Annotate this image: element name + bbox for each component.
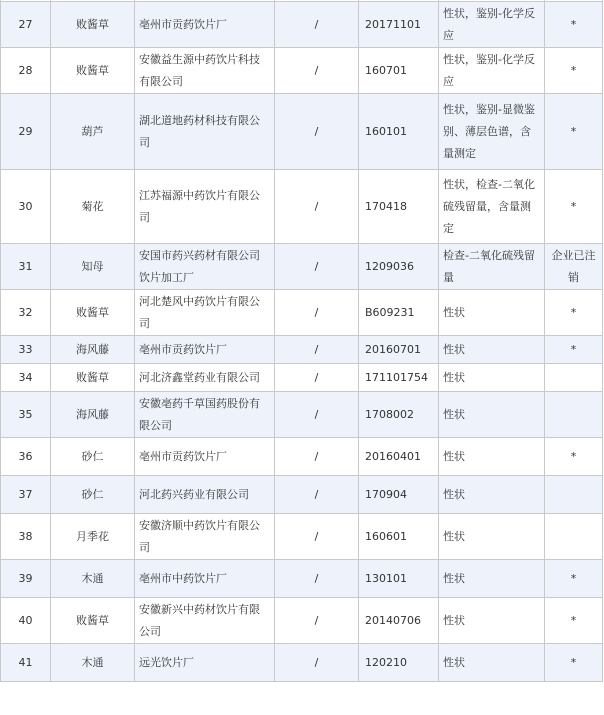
table-row [1, 598, 603, 644]
manufacturer-cell: 河北济鑫堂药业有限公司 [135, 364, 275, 392]
product-name-cell: 败酱草 [51, 364, 135, 392]
specification-cell: / [275, 476, 359, 514]
specification-cell: / [275, 364, 359, 392]
note-cell: * [545, 48, 603, 94]
note-cell [545, 476, 603, 514]
batch-number-cell: 120210 [359, 644, 439, 682]
product-name-cell: 砂仁 [51, 476, 135, 514]
table-row [1, 2, 603, 48]
failed-item-cell: 性状 [439, 560, 545, 598]
row-number-cell: 30 [1, 170, 51, 244]
row-number-cell: 40 [1, 598, 51, 644]
note-cell: * [545, 438, 603, 476]
specification-cell: / [275, 336, 359, 364]
row-number-cell: 33 [1, 336, 51, 364]
batch-number-cell: 20140706 [359, 598, 439, 644]
batch-number-cell: 170418 [359, 170, 439, 244]
row-number-cell: 39 [1, 560, 51, 598]
batch-number-cell: 20160401 [359, 438, 439, 476]
table-row [1, 170, 603, 244]
product-name-cell: 败酱草 [51, 290, 135, 336]
table-row [1, 94, 603, 170]
table-row [1, 244, 603, 290]
batch-number-cell: 20160701 [359, 336, 439, 364]
manufacturer-cell: 亳州市贡药饮片厂 [135, 2, 275, 48]
specification-cell: / [275, 94, 359, 170]
manufacturer-cell: 河北药兴药业有限公司 [135, 476, 275, 514]
failed-item-cell: 性状 [439, 392, 545, 438]
failed-item-cell: 性状，鉴别-化学反应 [439, 48, 545, 94]
table-row [1, 336, 603, 364]
specification-cell: / [275, 244, 359, 290]
product-name-cell: 砂仁 [51, 438, 135, 476]
product-name-cell: 海风藤 [51, 336, 135, 364]
product-name-cell: 海风藤 [51, 392, 135, 438]
manufacturer-cell: 亳州市贡药饮片厂 [135, 438, 275, 476]
note-cell [545, 364, 603, 392]
specification-cell: / [275, 48, 359, 94]
failed-item-cell: 性状 [439, 476, 545, 514]
batch-number-cell: B609231 [359, 290, 439, 336]
note-cell: * [545, 170, 603, 244]
row-number-cell: 38 [1, 514, 51, 560]
note-cell: 企业已注销 [545, 244, 603, 290]
manufacturer-cell: 远光饮片厂 [135, 644, 275, 682]
row-number-cell: 29 [1, 94, 51, 170]
manufacturer-cell: 安国市药兴药材有限公司饮片加工厂 [135, 244, 275, 290]
manufacturer-cell: 安徽益生源中药饮片科技有限公司 [135, 48, 275, 94]
row-number-cell: 31 [1, 244, 51, 290]
failed-item-cell: 性状 [439, 598, 545, 644]
failed-item-cell: 性状 [439, 336, 545, 364]
table-row [1, 644, 603, 682]
product-name-cell: 木通 [51, 560, 135, 598]
note-cell: * [545, 336, 603, 364]
batch-number-cell: 20171101 [359, 2, 439, 48]
table-body [1, 0, 603, 682]
failed-item-cell: 性状 [439, 514, 545, 560]
failed-item-cell: 性状，检查-二氧化硫残留量，含量测定 [439, 170, 545, 244]
row-number-cell: 27 [1, 2, 51, 48]
manufacturer-cell: 安徽新兴中药材饮片有限公司 [135, 598, 275, 644]
manufacturer-cell: 安徽亳药千草国药股份有限公司 [135, 392, 275, 438]
note-cell: * [545, 560, 603, 598]
batch-number-cell: 160601 [359, 514, 439, 560]
batch-number-cell: 130101 [359, 560, 439, 598]
specification-cell: / [275, 598, 359, 644]
row-number-cell: 37 [1, 476, 51, 514]
failed-item-cell: 性状，鉴别-显微鉴别、薄层色谱，含量测定 [439, 94, 545, 170]
batch-number-cell: 160101 [359, 94, 439, 170]
batch-number-cell: 1209036 [359, 244, 439, 290]
specification-cell: / [275, 290, 359, 336]
note-cell: * [545, 644, 603, 682]
batch-number-cell: 160701 [359, 48, 439, 94]
specification-cell: / [275, 392, 359, 438]
row-number-cell: 34 [1, 364, 51, 392]
manufacturer-cell: 安徽济顺中药饮片有限公司 [135, 514, 275, 560]
row-number-cell: 28 [1, 48, 51, 94]
product-name-cell: 败酱草 [51, 48, 135, 94]
product-name-cell: 月季花 [51, 514, 135, 560]
failed-item-cell: 性状 [439, 364, 545, 392]
row-number-cell: 32 [1, 290, 51, 336]
manufacturer-cell: 河北楚风中药饮片有限公司 [135, 290, 275, 336]
product-name-cell: 知母 [51, 244, 135, 290]
manufacturer-cell: 亳州市贡药饮片厂 [135, 336, 275, 364]
failed-item-cell: 性状 [439, 290, 545, 336]
row-number-cell: 35 [1, 392, 51, 438]
note-cell: * [545, 94, 603, 170]
table-row [1, 290, 603, 336]
manufacturer-cell: 湖北道地药材科技有限公司 [135, 94, 275, 170]
table-row [1, 48, 603, 94]
failed-item-cell: 性状，鉴别-化学反应 [439, 2, 545, 48]
note-cell [545, 514, 603, 560]
specification-cell: / [275, 644, 359, 682]
failed-item-cell: 性状 [439, 644, 545, 682]
specification-cell: / [275, 438, 359, 476]
manufacturer-cell: 江苏福源中药饮片有限公司 [135, 170, 275, 244]
note-cell [545, 392, 603, 438]
batch-number-cell: 170904 [359, 476, 439, 514]
specification-cell: / [275, 2, 359, 48]
specification-cell: / [275, 170, 359, 244]
product-name-cell: 木通 [51, 644, 135, 682]
table-row [1, 392, 603, 438]
table-row [1, 476, 603, 514]
row-number-cell: 41 [1, 644, 51, 682]
specification-cell: / [275, 514, 359, 560]
failed-item-cell: 检查-二氧化硫残留量 [439, 244, 545, 290]
note-cell: * [545, 290, 603, 336]
note-cell: * [545, 598, 603, 644]
note-cell: * [545, 2, 603, 48]
product-name-cell: 葫芦 [51, 94, 135, 170]
table-row [1, 560, 603, 598]
table-row [1, 514, 603, 560]
product-name-cell: 败酱草 [51, 598, 135, 644]
manufacturer-cell: 亳州市中药饮片厂 [135, 560, 275, 598]
batch-number-cell: 171101754 [359, 364, 439, 392]
product-name-cell: 菊花 [51, 170, 135, 244]
table-row [1, 438, 603, 476]
row-number-cell: 36 [1, 438, 51, 476]
specification-cell: / [275, 560, 359, 598]
failed-item-cell: 性状 [439, 438, 545, 476]
table-row [1, 364, 603, 392]
batch-number-cell: 1708002 [359, 392, 439, 438]
product-name-cell: 败酱草 [51, 2, 135, 48]
